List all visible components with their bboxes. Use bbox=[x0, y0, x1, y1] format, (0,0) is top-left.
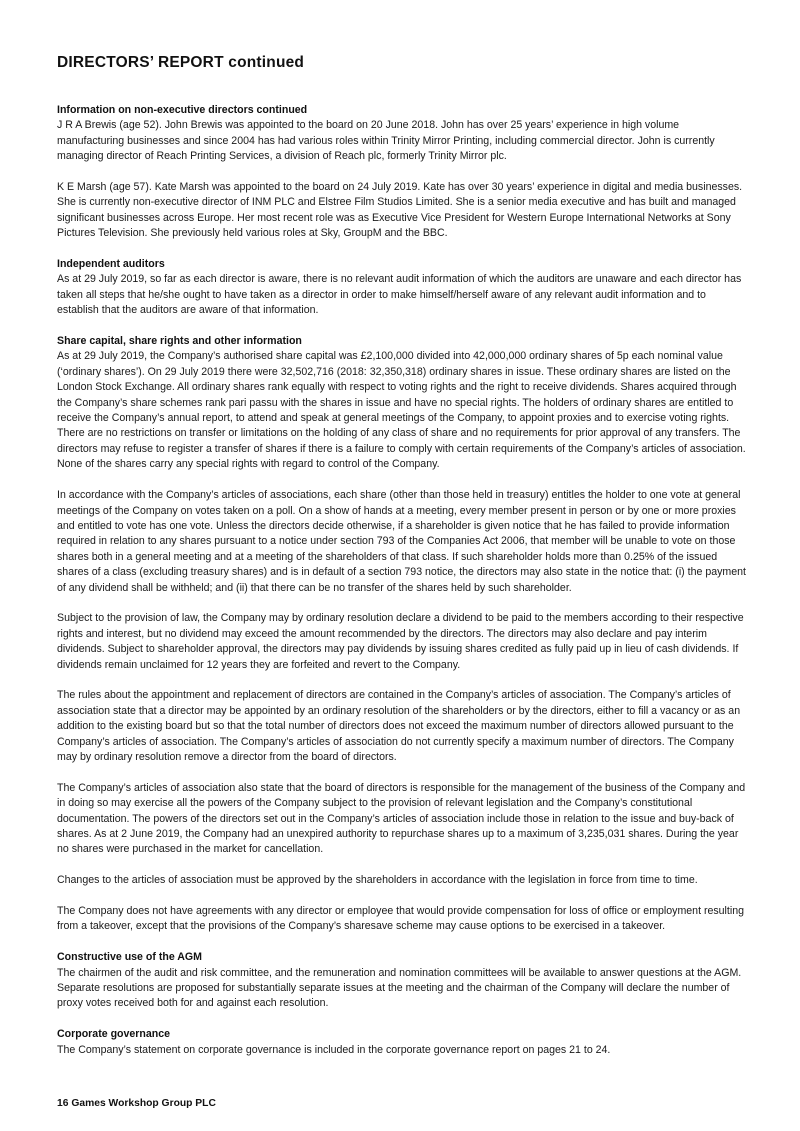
section-heading: Constructive use of the AGM bbox=[57, 951, 202, 964]
section-heading: Corporate governance bbox=[57, 1028, 171, 1041]
section-constructive-use-agm bbox=[57, 950, 747, 1012]
section-heading: Independent auditors bbox=[57, 258, 165, 271]
paragraph: The Company’s statement on corporate governance is included in the corporate governance report on pages 21 to 24. bbox=[57, 1043, 611, 1056]
footer-company-name: Games Workshop Group PLC bbox=[71, 1098, 216, 1109]
section-heading: Share capital, share rights and other information bbox=[57, 335, 302, 348]
paragraph: As at 29 July 2019, so far as each director is aware, there is no relevant audit information of which the auditors are unaware and each director has taken all steps that he/she ought to have taken as a director in order to make himself/herself aware of any relevant audit information and to establish that the auditors are aware of that information. bbox=[57, 273, 742, 317]
paragraph: The Company does not have agreements with any director or employee that would provide compensation for loss of office or employment resulting from a takeover, except that the provisions of the Company’s sharesave scheme may cause options to be exercised in a takeover. bbox=[57, 904, 744, 933]
paragraph: Changes to the articles of association must be approved by the shareholders in accordance with the legislation in force from time to time. bbox=[57, 874, 698, 887]
section-non-executive-directors bbox=[57, 103, 747, 242]
page-number: 16 bbox=[57, 1098, 69, 1109]
page-footer bbox=[57, 1098, 216, 1109]
section-share-capital bbox=[57, 334, 747, 935]
paragraph: As at 29 July 2019, the Company’s authorised share capital was £2,100,000 divided into 42,000,000 ordinary shares of 5p each nominal value (‘ordinary shares’). On 29 July 2019 there were 32,502,716 (2018: 32,350,318) ordinary shares in issue. These ordinary shares are listed on the London Stock Exchange. All ordinary shares rank equally with respect to voting rights and the right to receive dividends. Shares acquired through the Company’s share schemes rank pari passu with the shares in issue and have no special rights. The holders of ordinary shares are entitled to receive the Company’s annual report, to attend and speak at general meetings of the Company, to appoint proxies and to exercise voting rights. There are no restrictions on transfer or limitations on the holding of any class of share and no requirements for prior approval of any transfers. The directors may refuse to register a transfer of shares if there is a failure to comply with certain requirements of the Company’s articles of association. None of the shares carry any special rights with regard to control of the Company. bbox=[57, 350, 746, 471]
section-independent-auditors bbox=[57, 257, 747, 319]
page-content bbox=[57, 54, 747, 1073]
paragraph: K E Marsh (age 57). Kate Marsh was appointed to the board on 24 July 2019. Kate has over 30 years’ experience in digital and media businesses. She is currently non-executive director of INM PLC and Elstree Film Studios Limited. She is a senior media executive and has built and managed significant businesses across Europe. Her most recent role was as Executive Vice President for Western Europe International Networks at Sony Pictures Television. She previously held various roles at Sky, GroupM and the BBC. bbox=[57, 181, 743, 240]
section-corporate-governance bbox=[57, 1027, 747, 1058]
paragraph: In accordance with the Company’s articles of associations, each share (other than those held in treasury) entitles the holder to one vote at general meetings of the Company on votes taken on a poll. On a show of hands at a meeting, every member present in person or by one or more proxies and entitled to vote has one vote. Unless the directors decide otherwise, if a shareholder is given notice that he has failed to provide information required in relation to any shares pursuant to a notice under section 793 of the Companies Act 2006, that member will be unable to vote on those shares both in a general meeting and at a meeting of the shareholders of that class. If such shareholder holds more than 0.25% of the issued shares of a class (excluding treasury shares) and is in default of a section 793 notice, the directors may also state in the notice that: (i) the payment of any dividend shall be withheld; and (ii) that there can be no transfer of the shares held by such shareholder. bbox=[57, 489, 746, 594]
paragraph: The rules about the appointment and replacement of directors are contained in the Company’s articles of association. The Company’s articles of association state that a director may be appointed by an ordinary resolution of the shareholders or by the directors, either to fill a vacancy or as an addition to the existing board but so that the total number of directors does not exceed the maximum number of directors allowed pursuant to the Company’s articles of association. The Company’s articles of association do not currently specify a maximum number of directors. The Company may by ordinary resolution remove a director from the board of directors. bbox=[57, 689, 741, 763]
section-heading: Information on non-executive directors continued bbox=[57, 104, 308, 116]
paragraph: The chairmen of the audit and risk committee, and the remuneration and nomination committees will be available to answer questions at the AGM. Separate resolutions are proposed for substantially separate issues at the meeting and the chairman of the Company will declare the number of proxy votes received both for and against each resolution. bbox=[57, 966, 742, 1010]
paragraph: Subject to the provision of law, the Company may by ordinary resolution declare a dividend to be paid to the members according to their respective rights and interest, but no dividend may exceed the amount recommended by the directors. The directors may also declare and pay interim dividends. Subject to shareholder approval, the directors may pay dividends by issuing shares credited as fully paid up in lieu of cash dividends. If dividends remain unclaimed for 12 years they are forfeited and revert to the Company. bbox=[57, 612, 744, 671]
page-title: DIRECTORS’ REPORT continued bbox=[57, 54, 305, 71]
paragraph: J R A Brewis (age 52). John Brewis was appointed to the board on 20 June 2018. John has over 25 years’ experience in high volume manufacturing businesses and since 2004 has had various roles within Trinity Mirror Printing, including commercial director. John is currently managing director of Reach Printing Services, a division of Reach plc, formerly Trinity Mirror plc. bbox=[57, 119, 715, 163]
paragraph: The Company’s articles of association also state that the board of directors is responsible for the management of the business of the Company and in doing so may exercise all the powers of the Company subject to the provision of relevant legislation and the Company’s constitutional documentation. The powers of the directors set out in the Company’s articles of association include those in relation to the issue and buy-back of shares. As at 2 June 2019, the Company had an unexpired authority to repurchase shares up to a maximum of 3,235,031 shares. During the year no shares were purchased in the market for cancellation. bbox=[57, 781, 746, 856]
